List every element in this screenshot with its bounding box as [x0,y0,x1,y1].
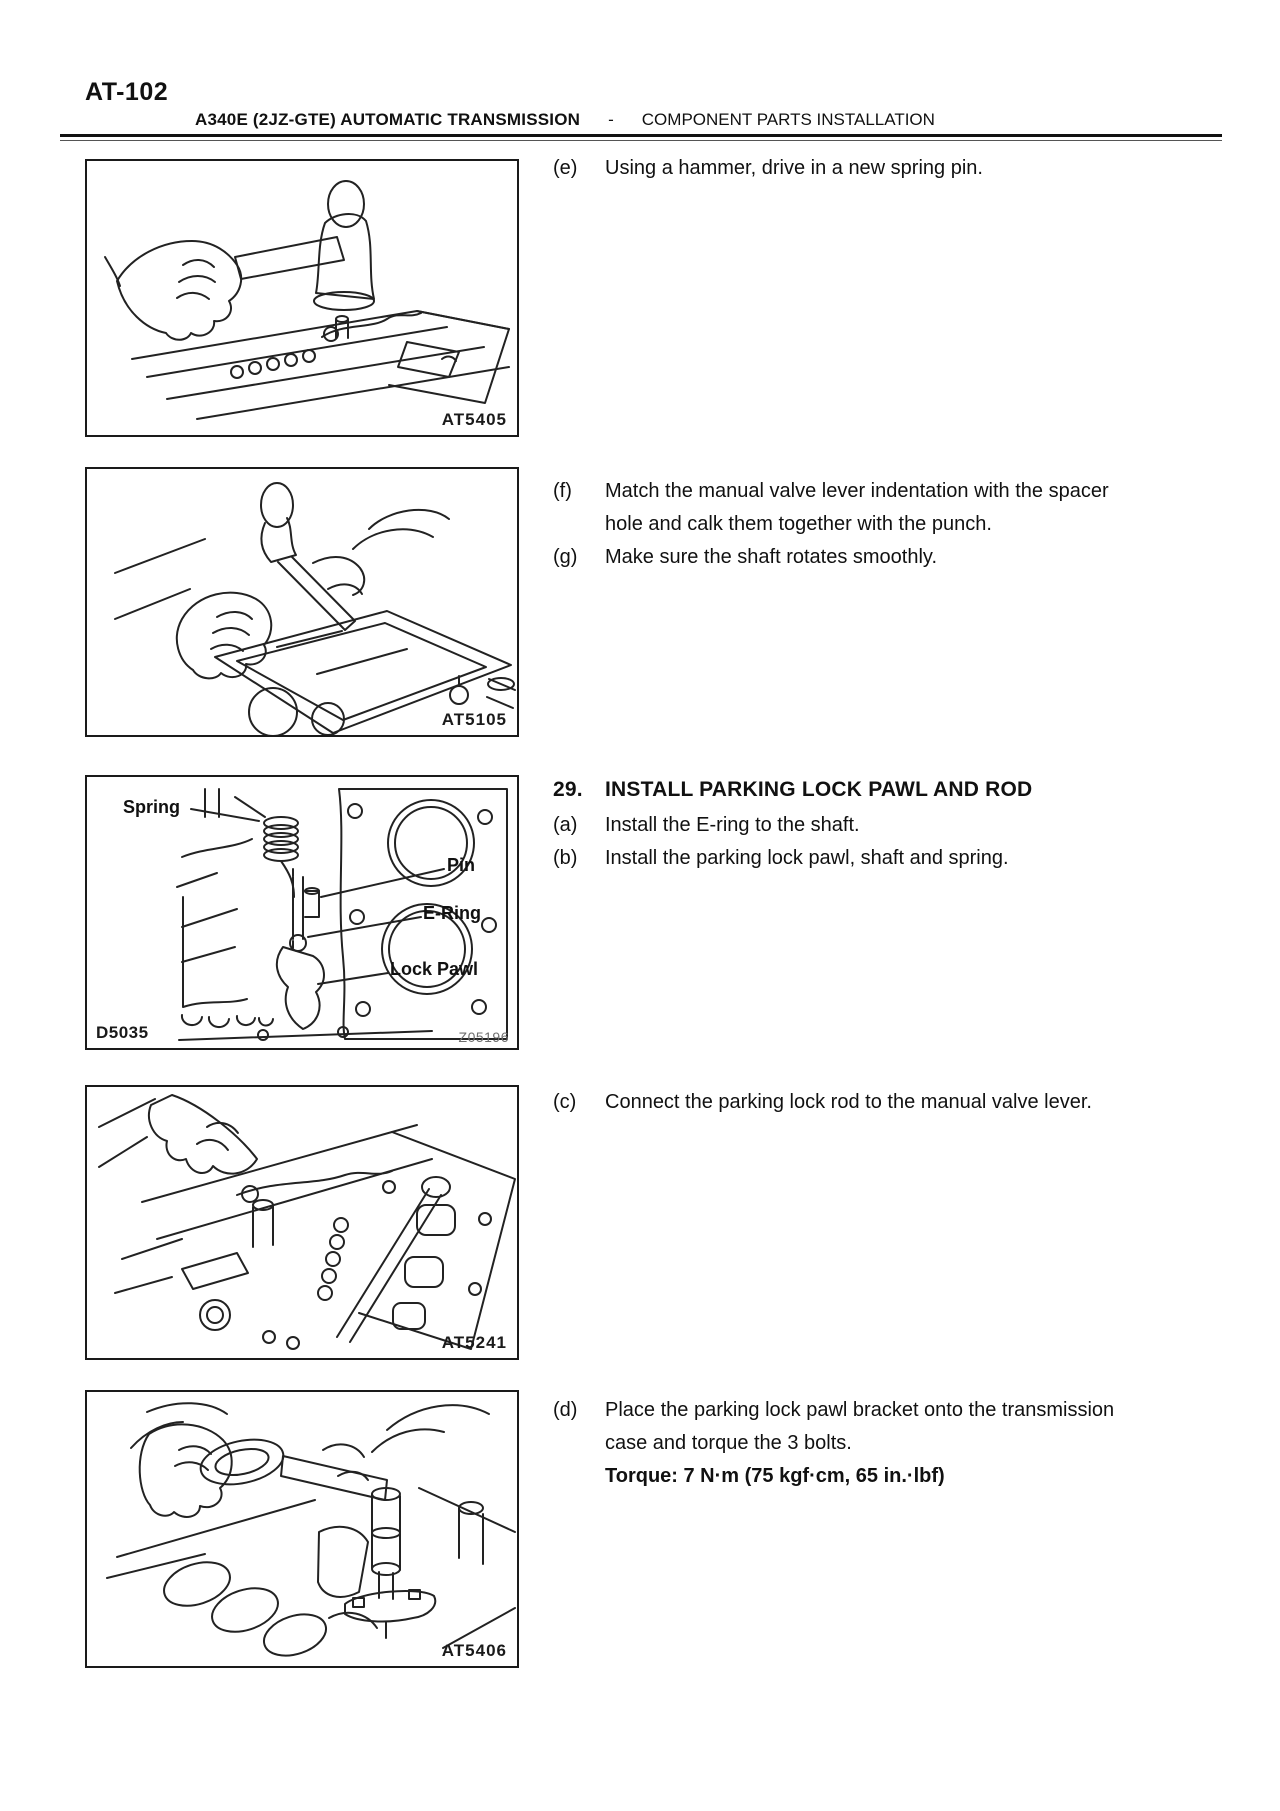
section-title: INSTALL PARKING LOCK PAWL AND ROD [605,778,1033,801]
header-rule [60,134,1222,137]
figure-code: AT5405 [441,410,507,429]
step-marker: (e) [553,157,578,179]
figure-box-3 [85,775,519,1050]
step-e [553,152,1145,185]
step-text: Connect the parking lock rod to the manual valve lever. [605,1091,1092,1113]
torque-spec: Torque: 7 N·m (75 kgf·cm, 65 in.·lbf) [605,1465,945,1487]
step-a [553,809,1145,842]
step-d [553,1394,1145,1493]
running-header-section: COMPONENT PARTS INSTALLATION [641,110,935,129]
figure-code: D5035 [96,1023,149,1042]
torque-wrench-illustration [87,1392,517,1666]
step-marker: (b) [553,847,578,869]
figure-code: AT5406 [441,1641,507,1660]
step-text [605,1394,1145,1493]
step-d-text: Place the parking lock pawl bracket onto the transmission case and torque the 3 bolts. [605,1399,1115,1454]
step-b [553,842,1145,875]
page-number: AT-102 [85,78,169,106]
step-marker: (g) [553,546,578,568]
section-heading-29 [553,775,1153,805]
figure-code: AT5105 [441,710,507,729]
step-text: Make sure the shaft rotates smoothly. [605,546,938,568]
running-header-model: A340E (2JZ-GTE) AUTOMATIC TRANSMISSION [195,110,581,129]
section-number: 29. [553,778,583,801]
step-marker: (a) [553,814,578,836]
step-text: Using a hammer, drive in a new spring pin. [605,157,983,179]
step-text: Install the E-ring to the shaft. [605,814,860,836]
step-text: Match the manual valve lever indentation with the spacer hole and calk them together with the punch. [605,480,1109,535]
punch-illustration [87,469,517,735]
running-header-separator: - [608,110,614,129]
step-marker: (f) [553,480,572,502]
step-marker: (c) [553,1091,577,1113]
callout-lock-pawl: Lock Pawl [390,959,479,979]
step-text: Install the parking lock pawl, shaft and spring. [605,847,1009,869]
figure-box-1 [85,159,519,437]
lock-rod-illustration [87,1087,517,1358]
figure-code: AT5241 [441,1333,507,1352]
figure-box-5 [85,1390,519,1668]
step-f [553,475,1145,541]
callout-ering: E-Ring [423,903,481,923]
step-g [553,541,1145,574]
callout-pin: Pin [447,855,476,875]
step-c [553,1086,1145,1119]
step-marker: (d) [553,1399,578,1421]
callout-spring: Spring [123,797,180,817]
figure-box-2 [85,467,519,737]
hammer-illustration [87,161,517,435]
running-header [195,110,935,130]
figure-code-secondary: Z05196 [458,1029,509,1045]
figure-box-4 [85,1085,519,1360]
